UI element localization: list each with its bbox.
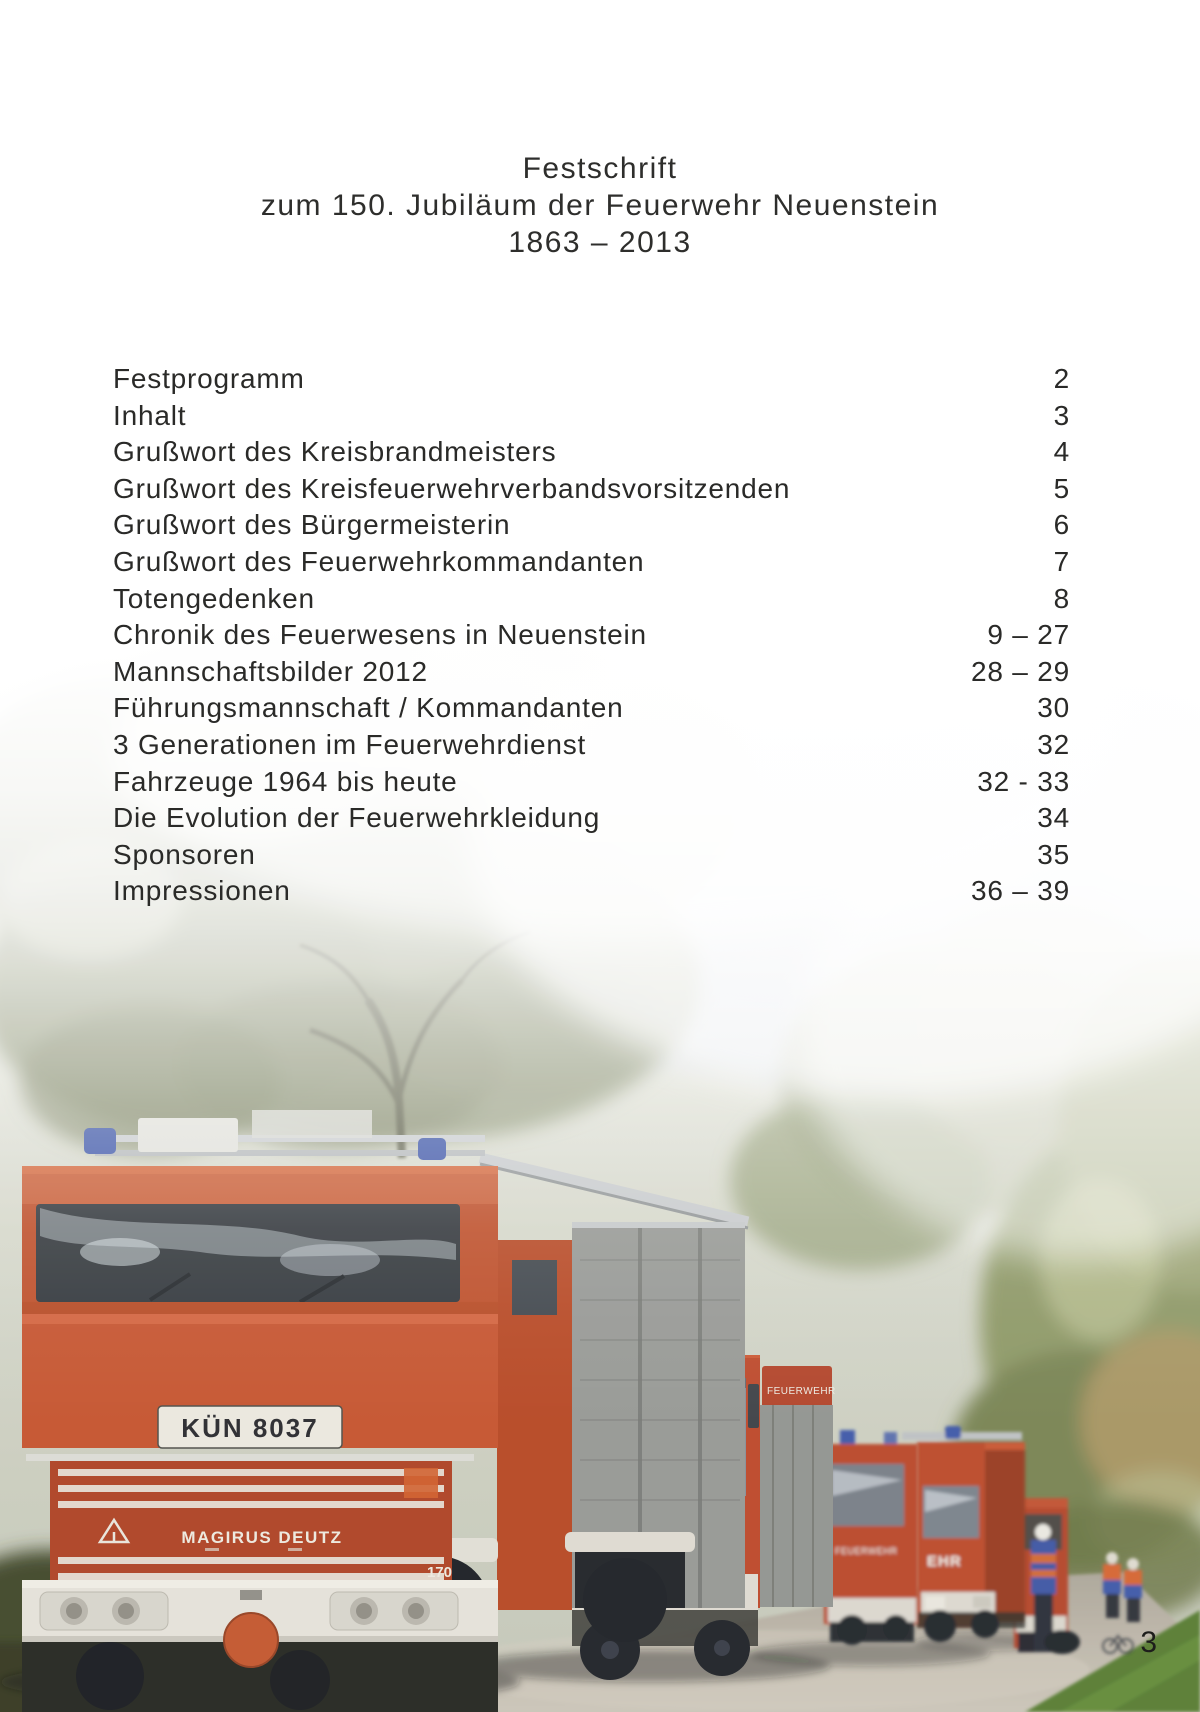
toc-row <box>113 473 1070 510</box>
toc-entry-pages: 32 - 33 <box>977 765 1070 797</box>
toc-row <box>113 509 1070 546</box>
toc-row <box>113 839 1070 876</box>
toc-entry-pages: 5 <box>1053 472 1070 504</box>
page-number: 3 <box>1140 1626 1158 1659</box>
toc-entry-label: Mannschaftsbilder 2012 <box>113 655 428 687</box>
toc-entry-pages: 2 <box>1053 363 1070 394</box>
toc-row <box>113 692 1070 729</box>
toc-entry-pages: 4 <box>1053 436 1070 468</box>
toc-row <box>113 583 1070 620</box>
toc-entry-pages: 6 <box>1053 509 1070 541</box>
title-line-1: Festschrift <box>522 152 678 185</box>
toc-row <box>113 363 1070 400</box>
toc-entry-pages: 34 <box>1037 802 1070 834</box>
toc-entry-pages: 36 – 39 <box>970 875 1070 907</box>
toc-entry-pages: 32 <box>1037 728 1070 760</box>
title-line-3: 1863 – 2013 <box>508 226 692 259</box>
toc-entry-pages: 35 <box>1037 838 1070 870</box>
toc-entry-label: Sponsoren <box>113 838 256 870</box>
toc-row <box>113 875 1070 912</box>
toc-entry-label: Führungsmannschaft / Kommandanten <box>113 692 624 724</box>
table-of-contents <box>113 363 1070 912</box>
toc-entry-label: Impressionen <box>113 875 291 907</box>
toc-entry-pages: 8 <box>1053 582 1070 614</box>
toc-entry-label: Die Evolution der Feuerwehrkleidung <box>113 802 601 834</box>
page-title <box>0 150 1200 261</box>
toc-entry-label: Chronik des Feuerwesens in Neuenstein <box>113 619 647 651</box>
toc-entry-label: 3 Generationen im Feuerwehrdienst <box>113 728 587 760</box>
toc-row <box>113 729 1070 766</box>
toc-row <box>113 546 1070 583</box>
toc-entry-label: Festprogramm <box>113 363 305 394</box>
toc-entry-pages: 7 <box>1053 545 1070 577</box>
toc-entry-pages: 3 <box>1053 399 1070 431</box>
toc-row <box>113 766 1070 803</box>
toc-entry-label: Fahrzeuge 1964 bis heute <box>113 765 458 797</box>
title-line-2: zum 150. Jubiläum der Feuerwehr Neuenstein <box>260 189 940 222</box>
toc-row <box>113 656 1070 693</box>
toc-entry-label: Grußwort des Kreisfeuerwehrverbandsvorsitzenden <box>113 472 791 504</box>
toc-row <box>113 436 1070 473</box>
toc-entry-label: Totengedenken <box>113 582 315 614</box>
toc-row <box>113 619 1070 656</box>
toc-entry-label: Grußwort des Kreisbrandmeisters <box>113 436 557 468</box>
toc-entry-pages: 30 <box>1037 692 1070 724</box>
toc-entry-label: Grußwort des Feuerwehrkommandanten <box>113 545 645 577</box>
toc-entry-label: Grußwort des Bürgermeisterin <box>113 509 511 541</box>
toc-entry-label: Inhalt <box>113 399 187 431</box>
toc-entry-pages: 9 – 27 <box>987 619 1070 651</box>
toc-entry-pages: 28 – 29 <box>970 655 1070 687</box>
toc-row <box>113 400 1070 437</box>
toc-row <box>113 802 1070 839</box>
